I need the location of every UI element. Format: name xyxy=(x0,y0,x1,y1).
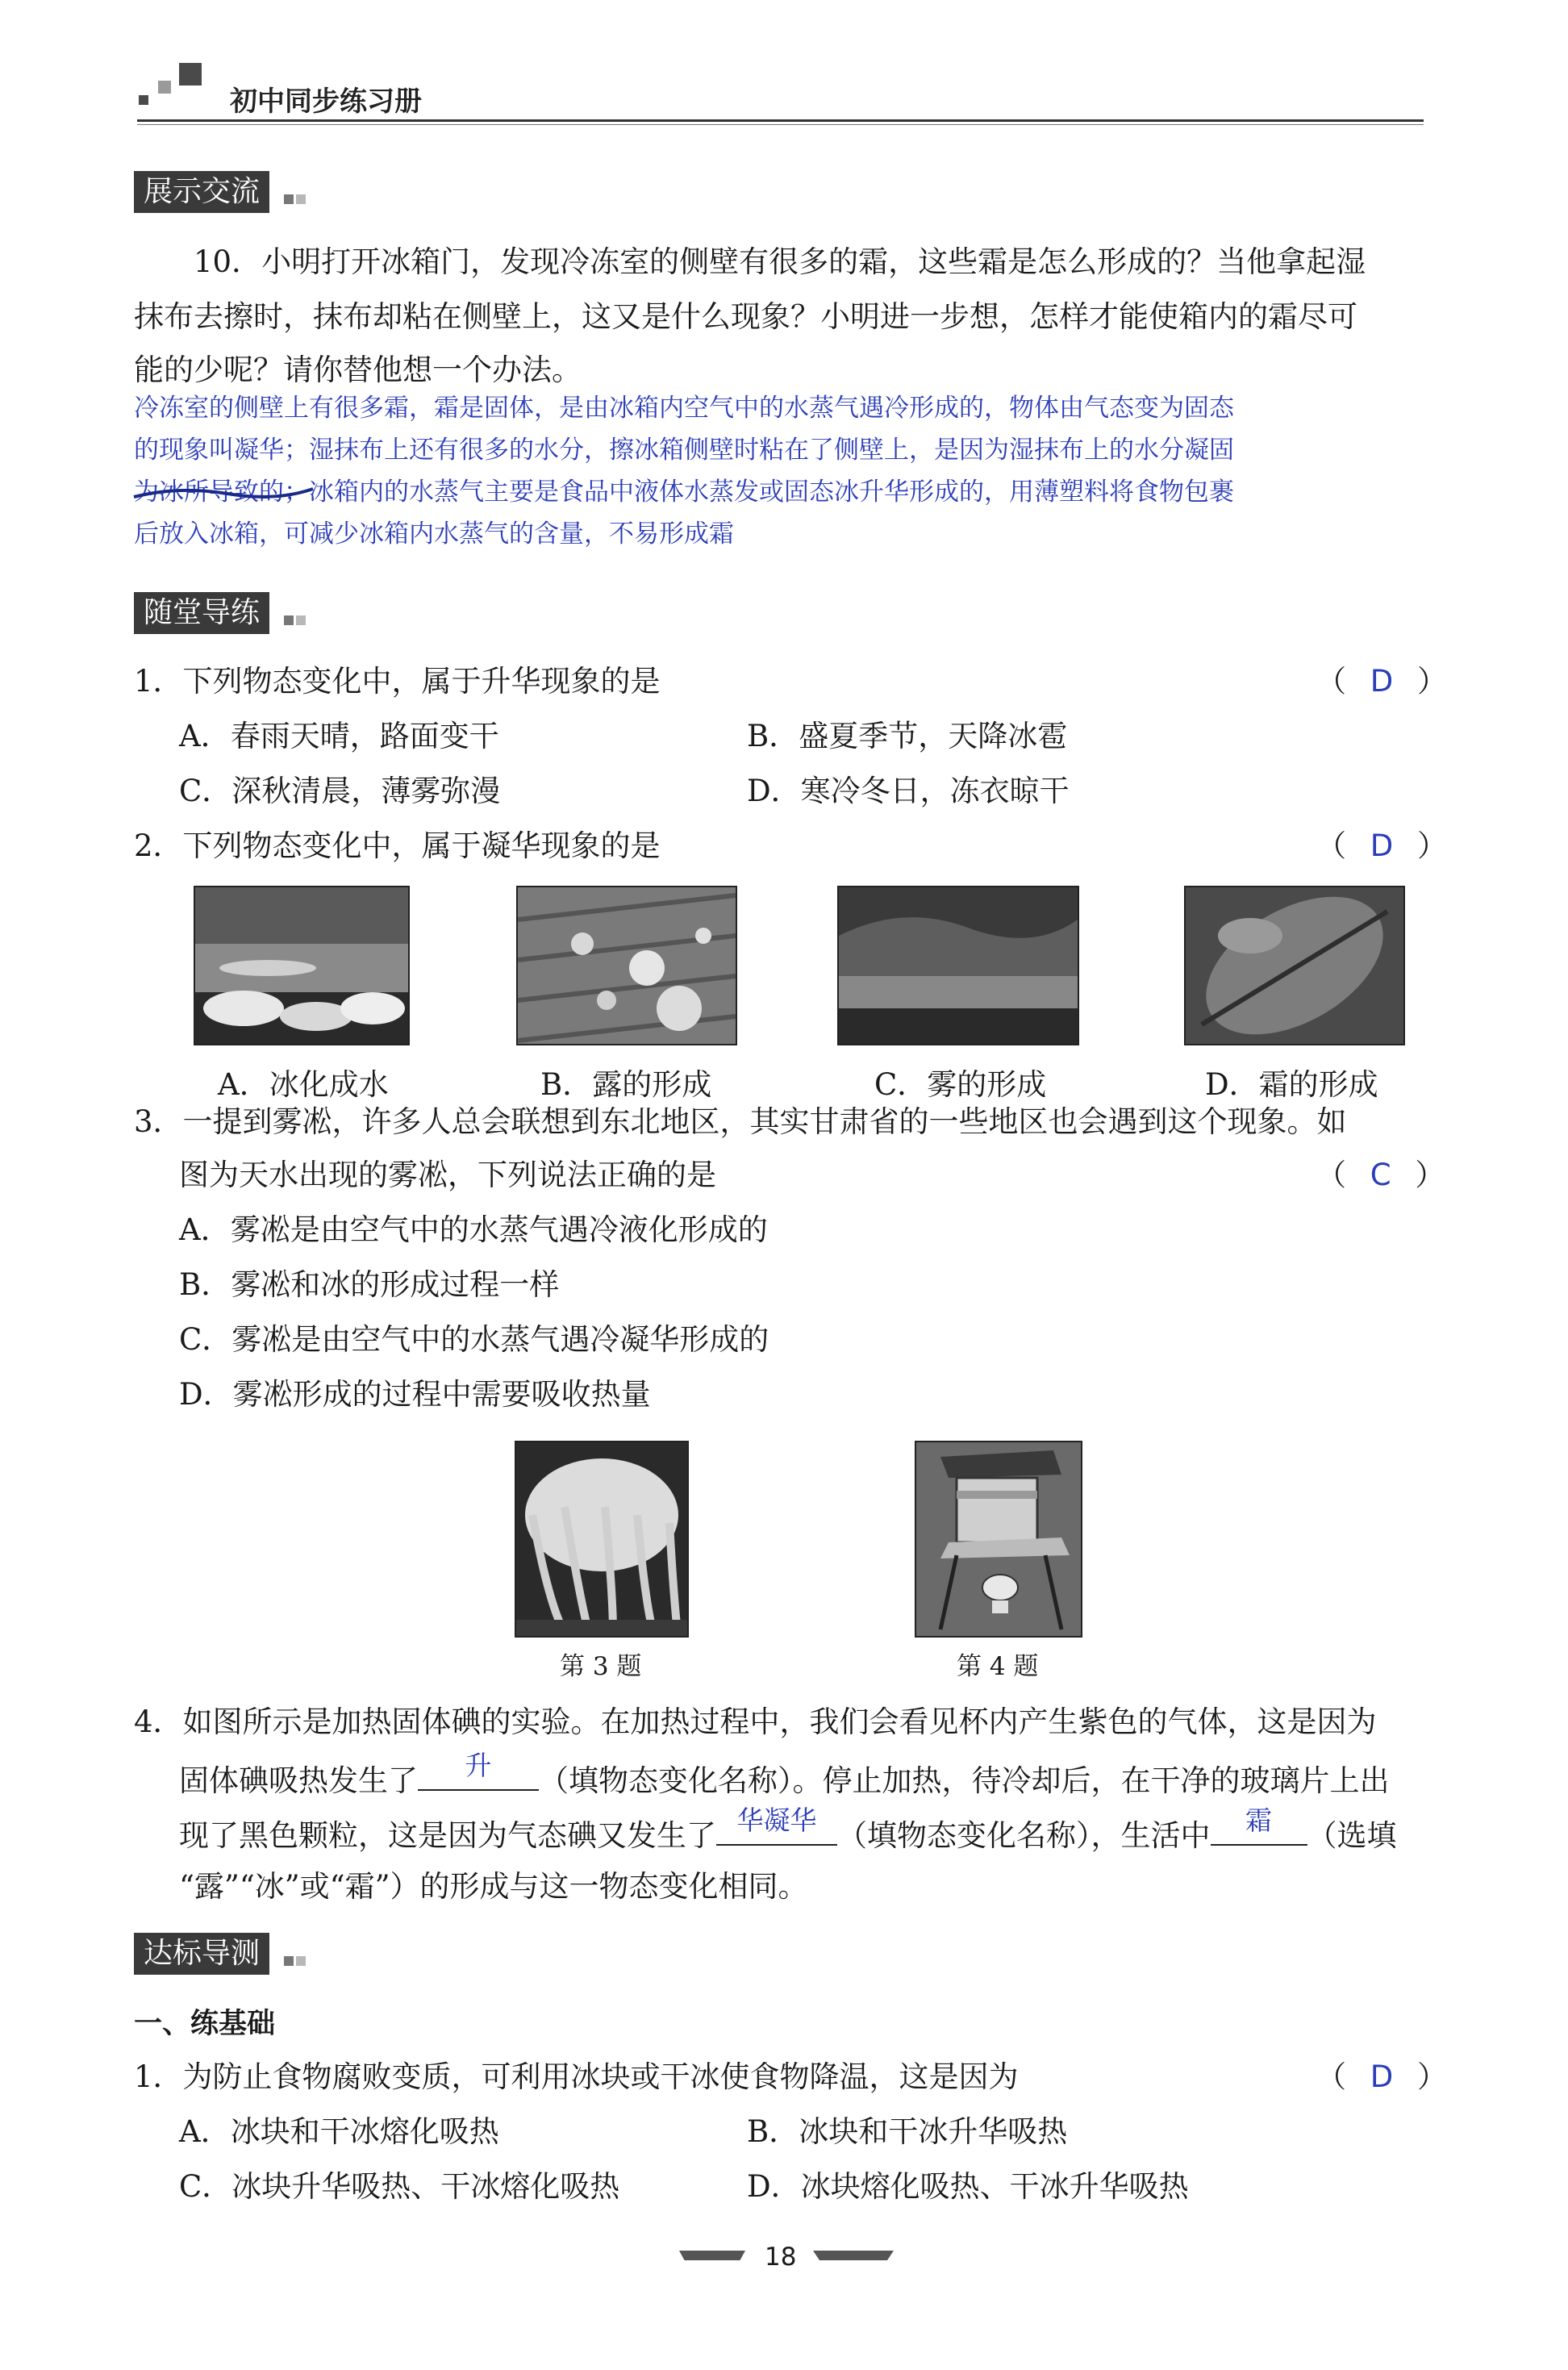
st-q3-stem-2: 图为天水出现的雾凇，下列说法正确的是 xyxy=(179,1158,716,1192)
q10-line-2: 抹布去擦时，抹布却粘在侧壁上，这又是什么现象？小明进一步想，怎样才能使箱内的霜尽可 xyxy=(134,299,1357,334)
paren-close: ） xyxy=(1417,2059,1448,2094)
st-q1-stem: 1．下列物态变化中，属于升华现象的是 xyxy=(134,664,661,699)
q10-line-1: 10．小明打开冰箱门，发现冷冻室的侧壁有很多的霜，这些霜是怎么形成的？当他拿起湿 xyxy=(194,244,1366,279)
st-q3-answer-paren xyxy=(1316,1157,1445,1194)
st-q4-line-3-b: （填物态变化名称），生活中 xyxy=(837,1818,1211,1853)
st-q3-option-d: D．雾凇形成的过程中需要吸收热量 xyxy=(179,1377,651,1412)
st-q3-stem-1: 3．一提到雾凇，许多人总会联想到东北地区，其实甘肃省的一些地区也会遇到这个现象。如 xyxy=(134,1104,1347,1139)
st-q2-caption-d: D．霜的形成 xyxy=(1205,1067,1378,1102)
header-rule xyxy=(137,119,1424,122)
st-q4-blank-3[interactable] xyxy=(1211,1805,1307,1846)
q10-answer-line-2: 的现象叫凝华；湿抹布上还有很多的水分，擦冰箱侧壁时粘在了侧壁上，是因为湿抹布上的水分凝固 xyxy=(134,436,1234,465)
db-q1-stem: 1．为防止食物腐败变质，可利用冰块或干冰使食物降温，这是因为 xyxy=(134,2059,1019,2094)
st-q2-caption-b: B．露的形成 xyxy=(540,1067,712,1102)
st-q4-line-2-b: （填物态变化名称）。停止加热，待冷却后，在干净的玻璃片上出 xyxy=(539,1763,1390,1798)
section-tag-dots xyxy=(284,613,308,628)
st-q4-line-3-c: （选填 xyxy=(1307,1818,1397,1853)
paren-open: （ xyxy=(1316,664,1346,699)
db-q1-option-a: A．冰块和干冰熔化吸热 xyxy=(179,2114,499,2149)
db-q1-answer: D xyxy=(1370,2059,1394,2094)
st-q4-line-3-a: 现了黑色颗粒，这是因为气态碘又发生了 xyxy=(179,1818,716,1853)
st-q1-option-c: C．深秋清晨，薄雾弥漫 xyxy=(179,774,501,808)
paren-close: ） xyxy=(1415,1158,1445,1192)
strike-mark xyxy=(131,481,316,505)
header-deco-square xyxy=(139,95,148,105)
footer-deco-right xyxy=(813,2251,894,2260)
db-q1-option-c: C．冰块升华吸热、干冰熔化吸热 xyxy=(179,2169,620,2204)
st-q4-blank-3-fill: 霜 xyxy=(1245,1805,1272,1836)
paren-open: （ xyxy=(1316,828,1346,863)
section-tag-dots xyxy=(284,192,308,207)
st-q3-option-c: C．雾凇是由空气中的水蒸气遇冷凝华形成的 xyxy=(179,1322,769,1357)
st-q1-answer-paren xyxy=(1316,663,1447,700)
st-q1-option-b: B．盛夏季节，天降冰雹 xyxy=(747,719,1068,753)
st-q4-line-1: 4．如图所示是加热固体碘的实验。在加热过程中，我们会看见杯内产生紫色的气体，这是因为 xyxy=(134,1704,1377,1739)
photo-frost xyxy=(1184,886,1405,1045)
db-q1-option-d: D．冰块熔化吸热、干冰升华吸热 xyxy=(747,2169,1189,2204)
st-q2-stem: 2．下列物态变化中，属于凝华现象的是 xyxy=(134,828,661,863)
paren-open: （ xyxy=(1316,2059,1346,2094)
header-rule-thin xyxy=(137,124,1424,125)
section-tag-zhanshi: 展示交流 xyxy=(134,171,269,213)
header-title: 初中同步练习册 xyxy=(230,86,422,118)
figure-3-caption: 第 3 题 xyxy=(560,1652,642,1681)
st-q3-option-b: B．雾凇和冰的形成过程一样 xyxy=(179,1267,560,1302)
section-tag-dabiao: 达标导测 xyxy=(134,1933,269,1975)
st-q4-blank-1-fill: 升 xyxy=(465,1750,492,1781)
st-q4-line-2-a: 固体碘吸热发生了 xyxy=(179,1763,418,1798)
q10-line-3: 能的少呢？请你替他想一个办法。 xyxy=(134,353,582,387)
st-q4-blank-1[interactable] xyxy=(418,1750,539,1791)
db-subheading: 一、练基础 xyxy=(134,2008,276,2040)
st-q4-line-2 xyxy=(179,1750,1390,1800)
section-tag-suitang: 随堂导练 xyxy=(134,592,269,634)
paren-close: ） xyxy=(1417,828,1448,863)
photo-dew-drops xyxy=(516,886,737,1045)
st-q1-answer: D xyxy=(1370,664,1394,699)
db-q1-answer-paren xyxy=(1316,2059,1447,2096)
photo-fog xyxy=(837,886,1079,1045)
header-deco-square xyxy=(179,63,202,86)
section-tag-dots xyxy=(284,1954,308,1969)
footer-page-number: 18 xyxy=(765,2243,797,2272)
st-q2-answer-paren xyxy=(1316,828,1447,865)
db-q1-option-b: B．冰块和干冰升华吸热 xyxy=(747,2114,1068,2149)
st-q2-answer: D xyxy=(1370,828,1394,863)
q10-answer-line-4: 后放入冰箱，可减少冰箱内水蒸气的含量，不易形成霜 xyxy=(134,519,734,549)
q10-answer-line-3: 为冰所导致的；冰箱内的水蒸气主要是食品中液体水蒸发或固态冰升华形成的，用薄塑料将食物包裹 xyxy=(134,478,1234,507)
st-q3-answer: C xyxy=(1370,1158,1391,1192)
st-q1-option-a: A．春雨天晴，路面变干 xyxy=(179,719,499,753)
st-q2-caption-a: A．冰化成水 xyxy=(218,1067,389,1102)
st-q4-blank-2[interactable] xyxy=(716,1805,837,1846)
st-q2-caption-c: C．雾的形成 xyxy=(874,1067,1047,1102)
st-q4-line-3 xyxy=(179,1805,1397,1855)
q10-answer-line-1: 冷冻室的侧壁上有很多霜，霜是固体，是由冰箱内空气中的水蒸气遇冷形成的，物体由气态变为固态 xyxy=(134,394,1234,423)
footer-deco-left xyxy=(679,2251,745,2260)
st-q3-option-a: A．雾凇是由空气中的水蒸气遇冷液化形成的 xyxy=(179,1212,768,1247)
figure-4-caption: 第 4 题 xyxy=(957,1652,1039,1681)
st-q4-blank-2-fill: 华凝华 xyxy=(736,1805,817,1836)
paren-close: ） xyxy=(1417,664,1448,699)
figure-rime-tree xyxy=(515,1441,689,1638)
header-deco-square xyxy=(158,81,171,94)
st-q4-line-4: “露”“冰”或“霜”）的形成与这一物态变化相同。 xyxy=(179,1869,808,1904)
photo-ice-melting xyxy=(194,886,410,1045)
st-q1-option-d: D．寒冷冬日，冻衣晾干 xyxy=(747,774,1070,808)
figure-iodine-experiment xyxy=(915,1441,1082,1638)
paren-open: （ xyxy=(1316,1158,1346,1192)
